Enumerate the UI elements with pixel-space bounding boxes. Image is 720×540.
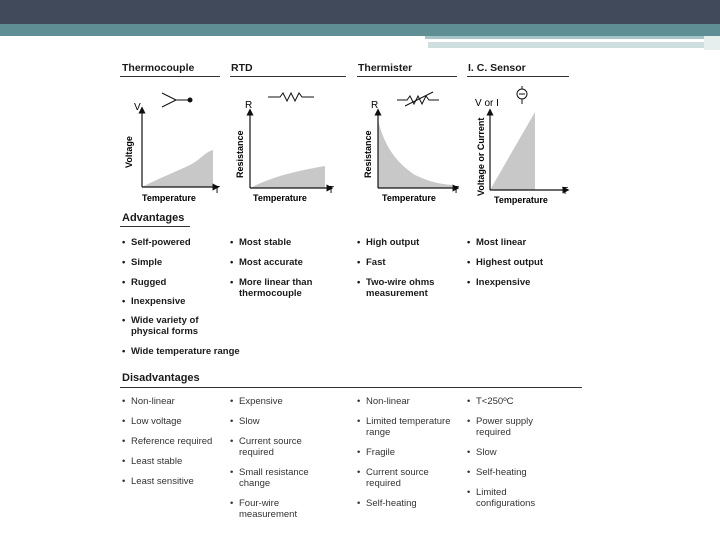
list-item: • Least stable bbox=[122, 456, 222, 467]
list-item: • Self-heating bbox=[357, 498, 461, 509]
x-symbol: T bbox=[453, 185, 460, 196]
list-item: • Most accurate bbox=[230, 257, 340, 268]
advantages-thermister bbox=[357, 237, 457, 299]
list-item: • Limited temperature range bbox=[357, 416, 461, 438]
list-item: • Inexpensive bbox=[122, 296, 230, 307]
list-item: • Reference required bbox=[122, 436, 222, 447]
chart-ic-sensor bbox=[475, 86, 568, 205]
list-item: • High output bbox=[357, 237, 457, 248]
list-item: • Non-linear bbox=[357, 396, 461, 407]
list-item: • Simple bbox=[122, 257, 230, 268]
header-ic-sensor: I. C. Sensor bbox=[468, 62, 526, 74]
disadvantages-ic-sensor bbox=[467, 396, 567, 509]
list-item: • Non-linear bbox=[122, 396, 222, 407]
header-thermister: Thermister bbox=[358, 62, 413, 74]
list-item: • Inexpensive bbox=[467, 277, 567, 288]
curve-fill bbox=[490, 112, 535, 190]
list-item: • Slow bbox=[230, 416, 330, 427]
chart-rtd bbox=[235, 93, 334, 203]
section-rule bbox=[120, 387, 582, 388]
curve-fill bbox=[378, 120, 452, 188]
disadvantages-rtd bbox=[230, 396, 330, 520]
x-axis-label: Temperature bbox=[494, 195, 548, 205]
section-rule bbox=[120, 226, 190, 227]
advantages-ic-sensor bbox=[467, 237, 567, 288]
y-axis-label: Voltage or Current bbox=[476, 117, 486, 196]
ic-sensor-icon bbox=[517, 86, 527, 104]
list-item: • Power supply required bbox=[467, 416, 556, 438]
chart-thermocouple bbox=[124, 93, 220, 203]
y-symbol: R bbox=[245, 100, 253, 111]
list-item: • Four-wire measurement bbox=[230, 498, 319, 520]
list-item: • Rugged bbox=[122, 277, 230, 288]
list-item: • Fragile bbox=[357, 447, 461, 458]
disadvantages-heading: Disadvantages bbox=[122, 372, 200, 384]
x-axis-label: Temperature bbox=[382, 193, 436, 203]
header-thermocouple: Thermocouple bbox=[122, 62, 195, 74]
list-item: • Least sensitive bbox=[122, 476, 222, 487]
curve-fill bbox=[250, 166, 325, 188]
advantages-heading: Advantages bbox=[122, 212, 185, 224]
list-item: • Current source required bbox=[230, 436, 319, 458]
list-item: • Fast bbox=[357, 257, 457, 268]
y-axis-label: Voltage bbox=[124, 136, 134, 168]
y-axis-label: Resistance bbox=[235, 130, 245, 178]
list-item: • T<250ºC bbox=[467, 396, 567, 407]
chart-thermister bbox=[363, 92, 459, 203]
header-rtd: RTD bbox=[231, 62, 253, 74]
list-item: • Current source required bbox=[357, 467, 450, 489]
y-symbol: V or I bbox=[475, 98, 499, 109]
disadvantages-thermocouple bbox=[122, 396, 222, 487]
x-symbol: T bbox=[328, 185, 335, 196]
list-item: • Wide variety of physical forms bbox=[122, 315, 211, 337]
advantages-thermocouple bbox=[122, 237, 240, 357]
list-item: • Highest output bbox=[467, 257, 567, 268]
list-item: • Two-wire ohms measurement bbox=[357, 277, 456, 299]
list-item: • Expensive bbox=[230, 396, 330, 407]
list-item: • Most stable bbox=[230, 237, 340, 248]
list-item: • Slow bbox=[467, 447, 567, 458]
thermocouple-junction-icon bbox=[162, 93, 192, 107]
list-item: • Self-powered bbox=[122, 237, 230, 248]
x-symbol: T bbox=[562, 186, 569, 197]
list-item: • Limited configurations bbox=[467, 487, 552, 509]
list-item: • Low voltage bbox=[122, 416, 222, 427]
y-axis-label: Resistance bbox=[363, 130, 373, 178]
x-axis-label: Temperature bbox=[253, 193, 307, 203]
y-symbol: V bbox=[134, 102, 141, 113]
disadvantages-thermister bbox=[357, 396, 461, 509]
list-item: • Small resistance change bbox=[230, 467, 329, 489]
x-symbol: T bbox=[214, 185, 221, 196]
advantages-rtd bbox=[230, 237, 340, 299]
list-item: • Wide temperature range bbox=[122, 346, 261, 357]
list-item: • Most linear bbox=[467, 237, 567, 248]
list-item: • More linear than thermocouple bbox=[230, 277, 329, 299]
x-axis-label: Temperature bbox=[142, 193, 196, 203]
resistor-icon bbox=[268, 93, 314, 101]
y-symbol: R bbox=[371, 100, 379, 111]
curve-fill bbox=[142, 150, 213, 187]
list-item: • Self-heating bbox=[467, 467, 567, 478]
